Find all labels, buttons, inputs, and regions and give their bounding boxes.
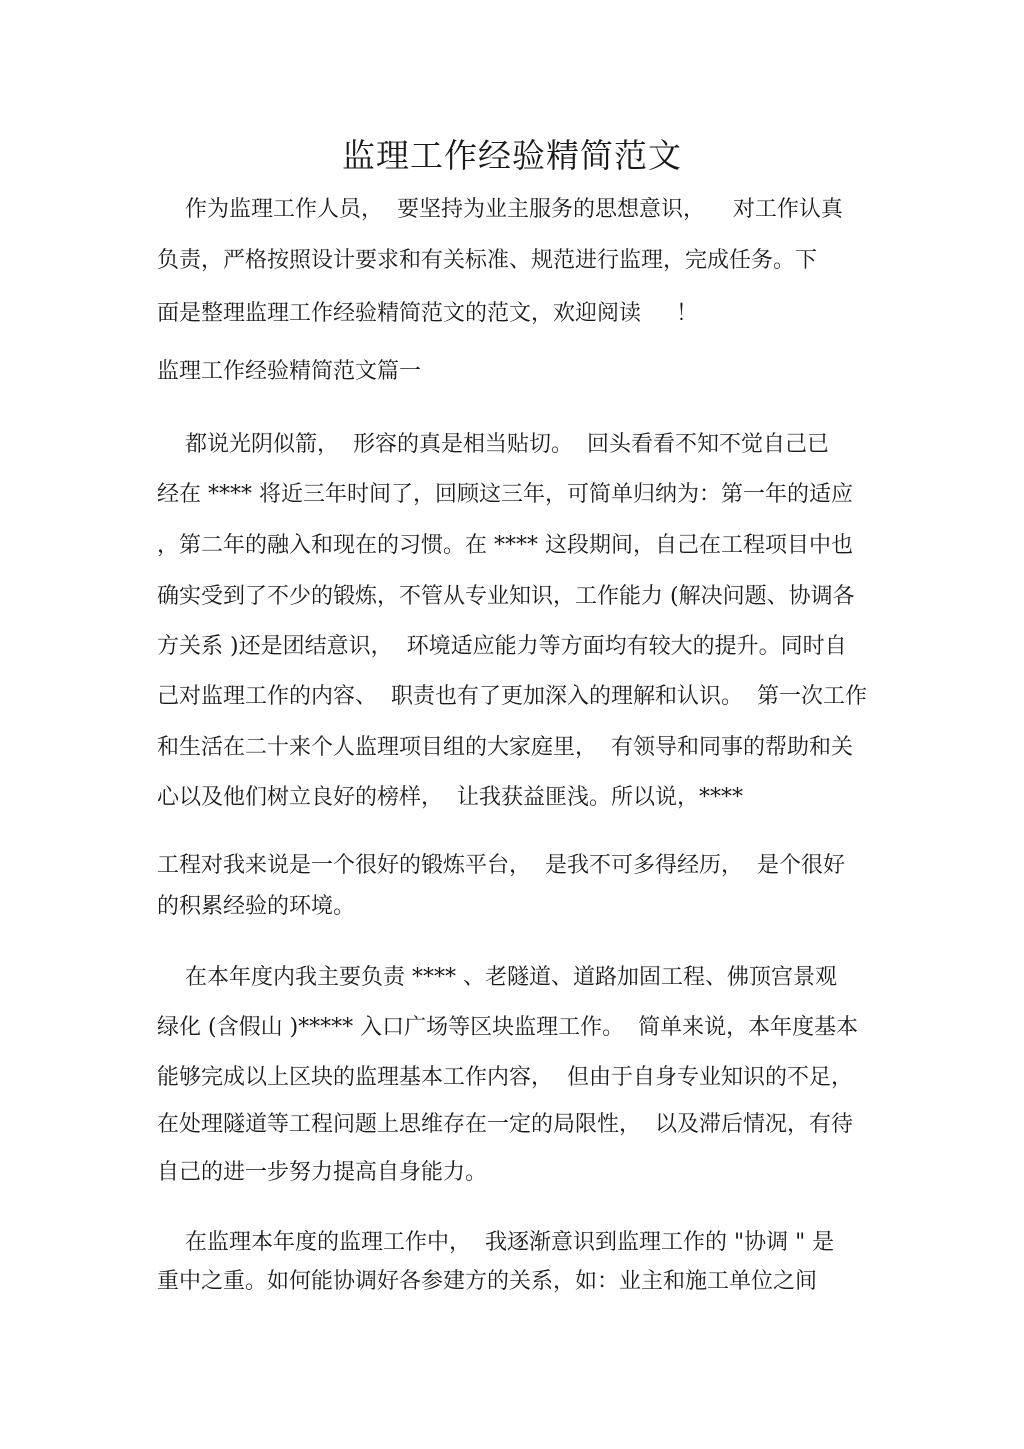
body-line: 自己的进一步努力提高自身能力。 — [157, 1160, 488, 1185]
body-line: 在处理隧道等工程问题上思维存在一定的局限性， 以及滞后情况，有待 — [157, 1112, 853, 1137]
body-line: 和生活在二十来个人监理项目组的大家庭里， 有领导和同事的帮助和关 — [157, 735, 853, 760]
body-line: 绿化 (含假山 )***** 入口广场等区块监理工作。 简单来说，本年度基本 — [157, 1015, 859, 1040]
body-line: ，第二年的融入和现在的习惯。在 **** 这段期间，自己在工程项目中也 — [157, 533, 853, 558]
body-line: 重中之重。如何能协调好各参建方的关系，如：业主和施工单位之间 — [157, 1269, 818, 1294]
body-line: 方关系 )还是团结意识， 环境适应能力等方面均有较大的提升。同时自 — [157, 634, 847, 659]
body-line: 心以及他们树立良好的榜样， 让我获益匪浅。所以说，**** — [157, 785, 743, 810]
section-heading: 监理工作经验精简范文篇一 — [157, 359, 422, 384]
document-title: 监理工作经验精简范文 — [342, 136, 682, 175]
body-line: 经在 **** 将近三年时间了，回顾这三年，可简单归纳为：第一年的适应 — [157, 482, 853, 507]
body-line: 工程对我来说是一个很好的锻炼平台， 是我不可多得经历， 是个很好 — [157, 853, 845, 878]
body-line: 己对监理工作的内容、 职责也有了更加深入的理解和认识。 第一次工作 — [157, 684, 867, 709]
body-line: 都说光阴似箭， 形容的真是相当贴切。 回头看看不知不觉自己已 — [157, 432, 829, 457]
body-line: 在监理本年度的监理工作中， 我逐渐意识到监理工作的 "协调 " 是 — [157, 1230, 835, 1255]
body-line: 的积累经验的环境。 — [157, 894, 356, 919]
body-line: 负责，严格按照设计要求和有关标准、规范进行监理，完成任务。下 — [157, 248, 818, 273]
body-line: 确实受到了不少的锻炼，不管从专业知识，工作能力 (解决问题、协调各 — [157, 584, 855, 609]
body-line: 作为监理工作人员， 要坚持为业主服务的思想意识， 对工作认真 — [157, 197, 843, 222]
body-line: 面是整理监理工作经验精简范文的范文，欢迎阅读 ！ — [157, 301, 698, 326]
body-line: 能够完成以上区块的监理基本工作内容， 但由于自身专业知识的不足， — [157, 1065, 853, 1090]
body-line: 在本年度内我主要负责 **** 、老隧道、道路加固工程、佛顶宫景观 — [157, 965, 837, 990]
